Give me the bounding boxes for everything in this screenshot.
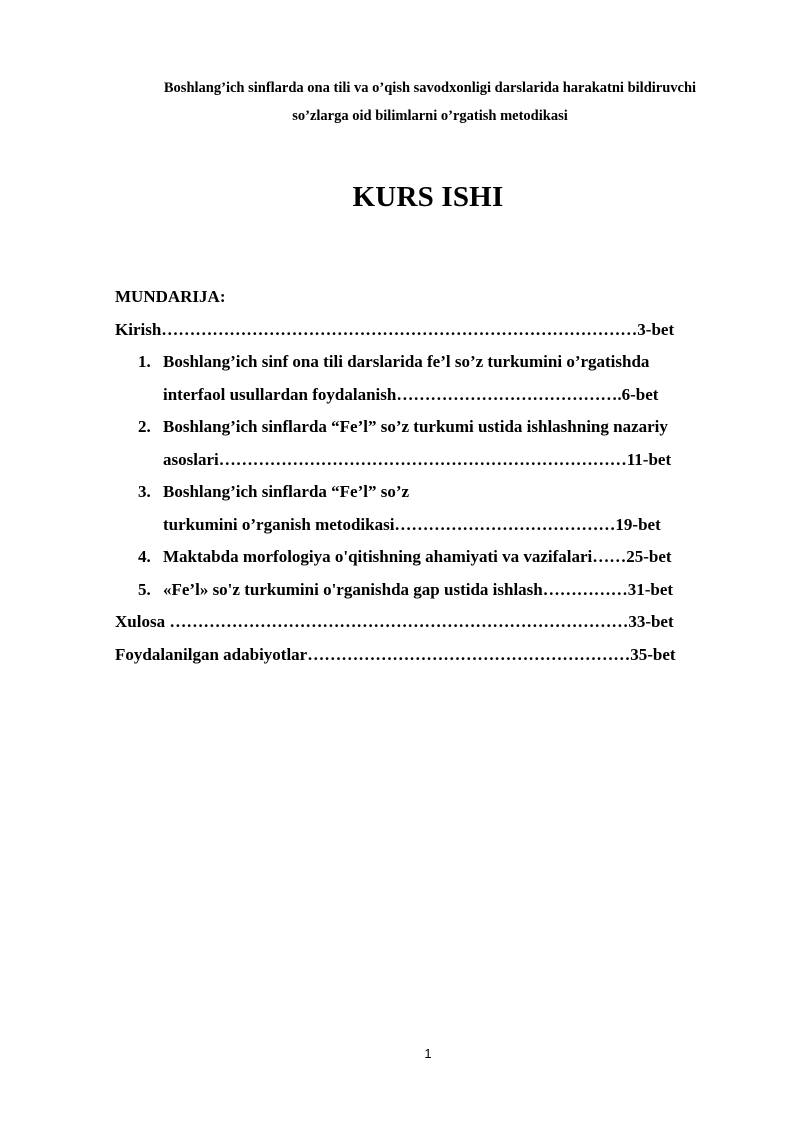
document-title: KURS ISHI xyxy=(352,181,504,213)
toc-entry-3 xyxy=(115,476,755,541)
toc-entry-number: 1. xyxy=(138,352,151,371)
toc-heading: MUNDARIJA: xyxy=(115,287,226,306)
toc-entry-text: Boshlang’ich sinflarda “Fe’l” so’z xyxy=(163,482,410,501)
toc-entry-number: 3. xyxy=(138,482,151,501)
toc-entry-text: «Fe’l» so'z turkumini o'rganishda gap ustida ishlash……………31-bet xyxy=(163,579,674,599)
toc-entry-2 xyxy=(115,411,755,476)
toc-entry-references: Foydalanilgan adabiyotlar…………………………………………………35-bet xyxy=(115,644,676,664)
toc-entry-conclusion: Xulosa ………………………………………………………………………33-bet xyxy=(115,612,674,631)
page-number: 1 xyxy=(424,1046,432,1061)
toc-entry-4 xyxy=(115,541,755,574)
table-of-contents xyxy=(115,281,755,671)
toc-entry-5 xyxy=(115,574,755,607)
subtitle-line-2: so’zlarga oid bilimlarni o’rgatish metodikasi xyxy=(292,108,568,124)
toc-entry-text-continued: turkumini o’rganish metodikasi…………………………………19-bet xyxy=(163,514,661,534)
toc-entry-text: Maktabda morfologiya o'qitishning ahamiyati va vazifalari……25-bet xyxy=(163,547,672,566)
toc-entry-number: 5. xyxy=(138,579,151,599)
toc-entry-text: Boshlang’ich sinflarda “Fe’l” so’z turkumi ustida ishlashning nazariy xyxy=(163,417,668,436)
toc-entry-number: 4. xyxy=(138,547,151,566)
toc-entry-text: Boshlang’ich sinf ona tili darslarida fe’l so’z turkumini o’rgatishda xyxy=(163,352,650,371)
toc-entry-text-continued: asoslari………………………………………………………………11-bet xyxy=(163,449,672,469)
toc-entry-text-continued: interfaol usullardan foydalanish………………………………….6-bet xyxy=(163,384,659,404)
document-subtitle xyxy=(110,74,750,130)
subtitle-line-1: Boshlang’ich sinflarda ona tili va o’qish savodxonligi darslarida harakatni bildiruvchi xyxy=(163,80,697,96)
toc-entry-1 xyxy=(115,346,755,411)
toc-entry-number: 2. xyxy=(138,417,151,436)
toc-entry-intro: Kirish…………………………………………………………………………3-bet xyxy=(115,319,675,339)
